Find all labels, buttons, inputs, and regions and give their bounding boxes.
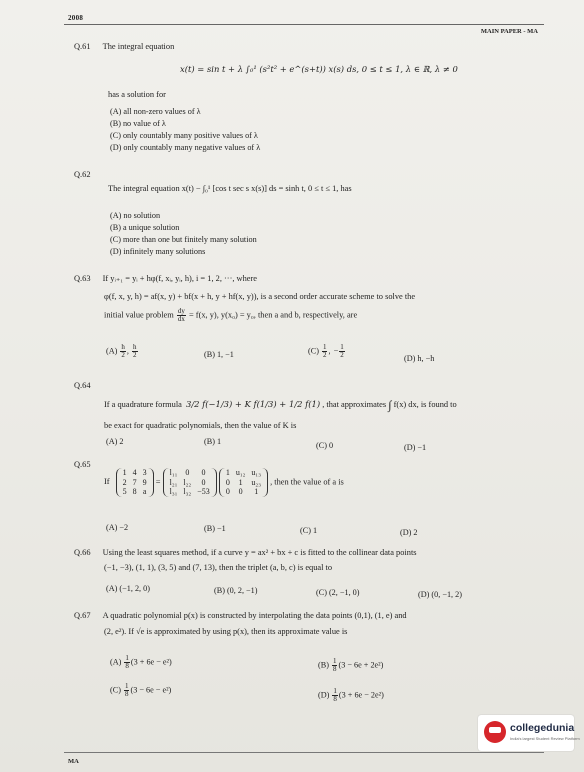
frac <box>332 688 338 703</box>
matrix-l <box>163 468 217 497</box>
stem-if: If <box>104 477 110 487</box>
option-c: (C) 0 <box>316 441 334 450</box>
option-label: (C) <box>308 346 319 356</box>
question-64-line2: be exact for quadratic polynomials, then the value of K is <box>104 421 297 430</box>
option-a: (A) −2 <box>106 523 129 532</box>
option-d <box>318 688 384 703</box>
matrix-cell: 7 <box>132 477 137 487</box>
frac-num: 1 <box>333 687 337 695</box>
frac-den: 8 <box>332 665 337 673</box>
frac-num: h <box>121 343 125 351</box>
matrix-cell: 5 <box>122 487 127 497</box>
question-stem: If yᵢ₊₁ = yᵢ + hφ(f, xᵢ, yᵢ, h), i = 1, 2, ···, where <box>102 274 258 283</box>
question-number: Q.61 <box>74 42 91 51</box>
frac-num: 1 <box>124 682 129 690</box>
matrix-cell: 0 <box>201 468 206 477</box>
quadrature-formula: 3/2 f(−1/3) + K f(1/3) + 1/2 f(1) <box>186 399 321 409</box>
frac-num: 1 <box>340 343 344 351</box>
matrix-cell: u₁₂ <box>235 468 246 477</box>
option-d: (D) 2 <box>400 528 418 537</box>
integral-sign: ∫ <box>388 398 392 412</box>
frac-den: 2 <box>121 351 125 359</box>
frac <box>120 344 126 359</box>
question-61-equation: x(t) = sin t + λ ∫₀¹ (s²t² + e^(s+t)) x(s) ds, 0 ≤ t ≤ 1, λ ∈ ℝ, λ ≠ 0 <box>180 64 458 74</box>
frac-num: dy <box>177 307 185 315</box>
matrix-cell: −53 <box>197 487 210 497</box>
matrix-cell: l₁₁ <box>169 468 178 477</box>
frac-den: 8 <box>124 690 129 698</box>
option-c: (C) only countably many positive values of λ <box>110 131 258 140</box>
paper-label: MAIN PAPER - MA <box>480 28 538 35</box>
option-label: (D) <box>318 690 330 700</box>
frac <box>132 344 138 359</box>
option-b: (B) (0, 2, −1) <box>214 586 258 595</box>
question-64-stem <box>104 398 457 412</box>
footer-page-label: MA <box>68 758 79 765</box>
matrix-cell: 8 <box>132 487 137 497</box>
option-c: (C) 1 <box>300 526 318 535</box>
watermark-brand: collegedunia <box>510 722 575 734</box>
question-number: Q.63 <box>74 274 91 283</box>
option-d: (D) only countably many negative values of λ <box>110 143 261 152</box>
frac <box>332 658 338 673</box>
matrix-cell: 0 <box>185 468 190 477</box>
frac-den: 8 <box>125 662 129 670</box>
frac-den: 2 <box>133 351 137 359</box>
matrix-cell: 0 <box>201 477 206 487</box>
option-b: (B) a unique solution <box>110 223 180 232</box>
question-66 <box>74 548 417 558</box>
question-stem: Using the least squares method, if a curve y = ax² + bx + c is fitted to the collinear data points <box>102 548 417 557</box>
option-d: (D) (0, −1, 2) <box>418 590 462 599</box>
option-d: (D) infinitely many solutions <box>110 247 206 256</box>
matrix-cell: l₂₂ <box>183 477 192 487</box>
header-rule <box>64 24 544 25</box>
footer-rule <box>64 752 544 753</box>
matrix-cell: l₃₁ <box>169 487 178 497</box>
frac-num: 1 <box>125 654 129 662</box>
option-a <box>110 655 172 670</box>
matrix-cell: l₂₁ <box>169 477 178 487</box>
question-stem: A quadratic polynomial p(x) is constructed by interpolating the data points (0,1), (1, e) and <box>102 611 407 620</box>
option-label: (A) <box>106 346 118 356</box>
option-body: (3 − 6e + 2e²) <box>338 660 384 670</box>
question-66-line2: (−1, −3), (1, 1), (3, 5) and (7, 13), then the triplet (a, b, c) is equal to <box>104 563 333 572</box>
matrix-cell: u₂₃ <box>251 477 261 487</box>
option-body: (3 + 6e − e²) <box>130 657 172 667</box>
matrix-cell: 2 <box>122 477 127 487</box>
question-number: Q.67 <box>74 611 91 620</box>
question-number: Q.62 <box>74 170 91 179</box>
question-63-line2: φ(f, x, y, h) = af(x, y) + bf(x + h, y + hf(x, y)), is a second order accurate scheme to solve the <box>104 292 416 301</box>
watermark-tagline: India's largest Student Review Platform <box>510 736 580 741</box>
option-a: (A) no solution <box>110 211 161 220</box>
matrix-cell: 4 <box>132 468 137 477</box>
frac-den: 2 <box>322 351 327 359</box>
frac <box>124 683 130 698</box>
option-label: (B) <box>318 660 329 670</box>
question-63-line3 <box>104 308 357 323</box>
stem-part-a: If a quadrature formula <box>104 400 182 409</box>
stem-part-c: f(x) dx, is found to <box>393 400 457 409</box>
question-65-equation: If 1 4 3 2 7 9 5 8 a = l₁₁ 0 0 l₂₁ l₂₂ 0 l₃₁ l₃₂ −53 1 u₁₂ u₁₃ 0 1 u₂₃ 0 0 1 , then the value of a is <box>104 468 344 497</box>
option-a: (A) $\frac{h}{2}$ , $\frac{h}{2}$ <box>106 343 137 359</box>
option-c: (C) $\frac{1}{2}$ , − $\frac{1}{2}$ <box>308 343 344 359</box>
frac <box>339 344 345 359</box>
option-d: (D) −1 <box>404 443 427 452</box>
option-c <box>110 683 171 698</box>
option-label: (A) <box>110 657 122 667</box>
question-63-line3-suffix: = f(x, y), y(x₀) = y₀, then a and b, respectively, are <box>188 310 358 320</box>
question-63-line3-prefix: initial value problem <box>104 310 174 320</box>
option-b: (B) no value of λ <box>110 119 166 128</box>
collegedunia-watermark <box>478 715 580 751</box>
question-number: Q.66 <box>74 548 91 557</box>
matrix-u <box>219 468 268 497</box>
question-number: Q.64 <box>74 381 91 390</box>
option-label: (C) <box>110 685 121 695</box>
option-a: (A) all non-zero values of λ <box>110 107 201 116</box>
option-b <box>318 658 383 673</box>
option-body: (3 + 6e − 2e²) <box>338 690 384 700</box>
frac-num: 1 <box>322 343 327 351</box>
matrix-cell: 0 <box>225 487 230 497</box>
matrix-cell: 1 <box>254 487 259 497</box>
question-61 <box>74 42 174 52</box>
option-c: (C) (2, −1, 0) <box>316 588 360 597</box>
option-a: (A) 2 <box>106 437 124 446</box>
frac-num: h <box>133 343 137 351</box>
question-67 <box>74 611 407 621</box>
ode-fraction <box>177 308 186 323</box>
matrix-cell: 9 <box>142 477 147 487</box>
option-b: (B) 1, −1 <box>204 350 234 359</box>
question-number: Q.65 <box>74 460 91 469</box>
question-stem: The integral equation <box>102 42 175 51</box>
frac-num: 1 <box>332 657 337 665</box>
question-67-line2: (2, e²). If √e is approximated by using p(x), then its approximate value is <box>104 627 348 636</box>
matrix-a <box>116 468 154 497</box>
frac-den: dx <box>177 315 185 323</box>
matrix-cell: l₃₂ <box>183 487 192 497</box>
frac <box>124 655 130 670</box>
matrix-cell: 1 <box>122 468 127 477</box>
frac-den: 2 <box>340 351 344 359</box>
matrix-cell: 1 <box>238 477 243 487</box>
graduation-cap-icon <box>484 721 506 743</box>
option-a: (A) (−1, 2, 0) <box>106 584 150 593</box>
option-body: (3 − 6e − e²) <box>130 685 172 695</box>
option-b: (B) −1 <box>204 524 226 533</box>
matrix-cell: 0 <box>225 477 230 487</box>
option-d: (D) h, −h <box>404 354 435 363</box>
frac <box>322 344 328 359</box>
option-c: (C) more than one but finitely many solution <box>110 235 257 244</box>
stem-part-b: , that approximates <box>322 400 387 409</box>
matrix-cell: u₁₃ <box>251 468 261 477</box>
frac-den: 8 <box>333 695 337 703</box>
question-63 <box>74 274 257 284</box>
year-label: 2008 <box>68 14 84 22</box>
question-61-tail: has a solution for <box>108 90 166 99</box>
matrix-cell: 3 <box>142 468 147 477</box>
option-b: (B) 1 <box>204 437 222 446</box>
matrix-cell: a <box>142 487 147 497</box>
stem-tail: , then the value of a is <box>270 477 344 487</box>
matrix-cell: 0 <box>238 487 243 497</box>
matrix-cell: 1 <box>225 468 230 477</box>
question-62-stem: The integral equation x(t) − ∫₀¹ [cos t sec s x(s)] ds = sinh t, 0 ≤ t ≤ 1, has <box>108 184 352 193</box>
